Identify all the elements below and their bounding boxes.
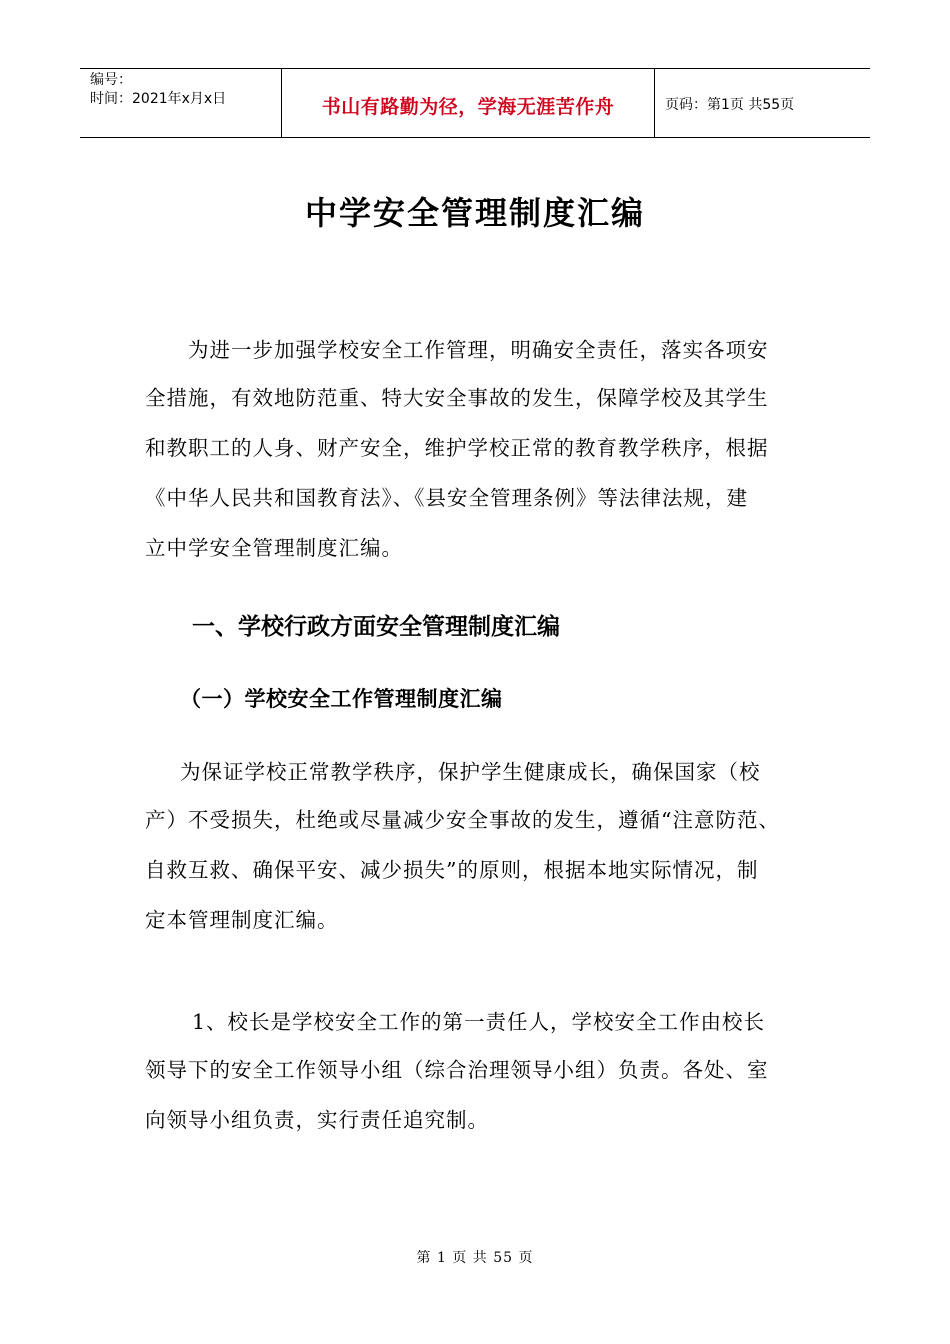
- subsection-heading: （一）学校安全工作管理制度汇编: [180, 687, 503, 711]
- header-page-cell: [655, 69, 870, 137]
- intro-line: 和教职工的人身、财产安全，维护学校正常的教育教学秩序，根据: [145, 436, 769, 460]
- paragraph-line: 1、校长是学校安全工作的第一责任人，学校安全工作由校长: [192, 1010, 766, 1034]
- header-meta-cell: [80, 69, 282, 137]
- time-label: 时间：2021年x月x日: [90, 91, 227, 107]
- paragraph-line: 为保证学校正常教学秩序，保护学生健康成长，确保国家（校: [180, 760, 761, 784]
- intro-line: 为进一步加强学校安全工作管理，明确安全责任，落实各项安: [188, 338, 769, 362]
- paragraph-line: 向领导小组负责，实行责任追究制。: [145, 1108, 489, 1132]
- document-header: [80, 68, 870, 138]
- intro-line: 《中华人民共和国教育法》、《县安全管理条例》等法律法规，建: [145, 486, 748, 510]
- section-heading: 一、学校行政方面安全管理制度汇编: [192, 614, 560, 640]
- header-motto-cell: [282, 69, 655, 137]
- intro-line: 全措施，有效地防范重、特大安全事故的发生，保障学校及其学生: [145, 386, 769, 410]
- paragraph-line: 定本管理制度汇编。: [145, 908, 339, 932]
- paragraph-line: 领导下的安全工作领导小组（综合治理领导小组）负责。各处、室: [145, 1058, 769, 1082]
- number-label: 编号：: [90, 72, 132, 88]
- intro-line: 立中学安全管理制度汇编。: [145, 536, 403, 560]
- document-title: 中学安全管理制度汇编: [304, 194, 645, 232]
- page-footer: 第 1 页 共 55 页: [416, 1250, 534, 1266]
- paragraph-line: 自救互救、确保平安、减少损失”的原则，根据本地实际情况，制: [145, 858, 759, 882]
- paragraph-line: 产）不受损失，杜绝或尽量减少安全事故的发生，遵循“注意防范、: [145, 808, 780, 832]
- page-info: 页码：第1页 共55页: [665, 97, 795, 113]
- motto: 书山有路勤为径，学海无涯苦作舟: [321, 96, 615, 118]
